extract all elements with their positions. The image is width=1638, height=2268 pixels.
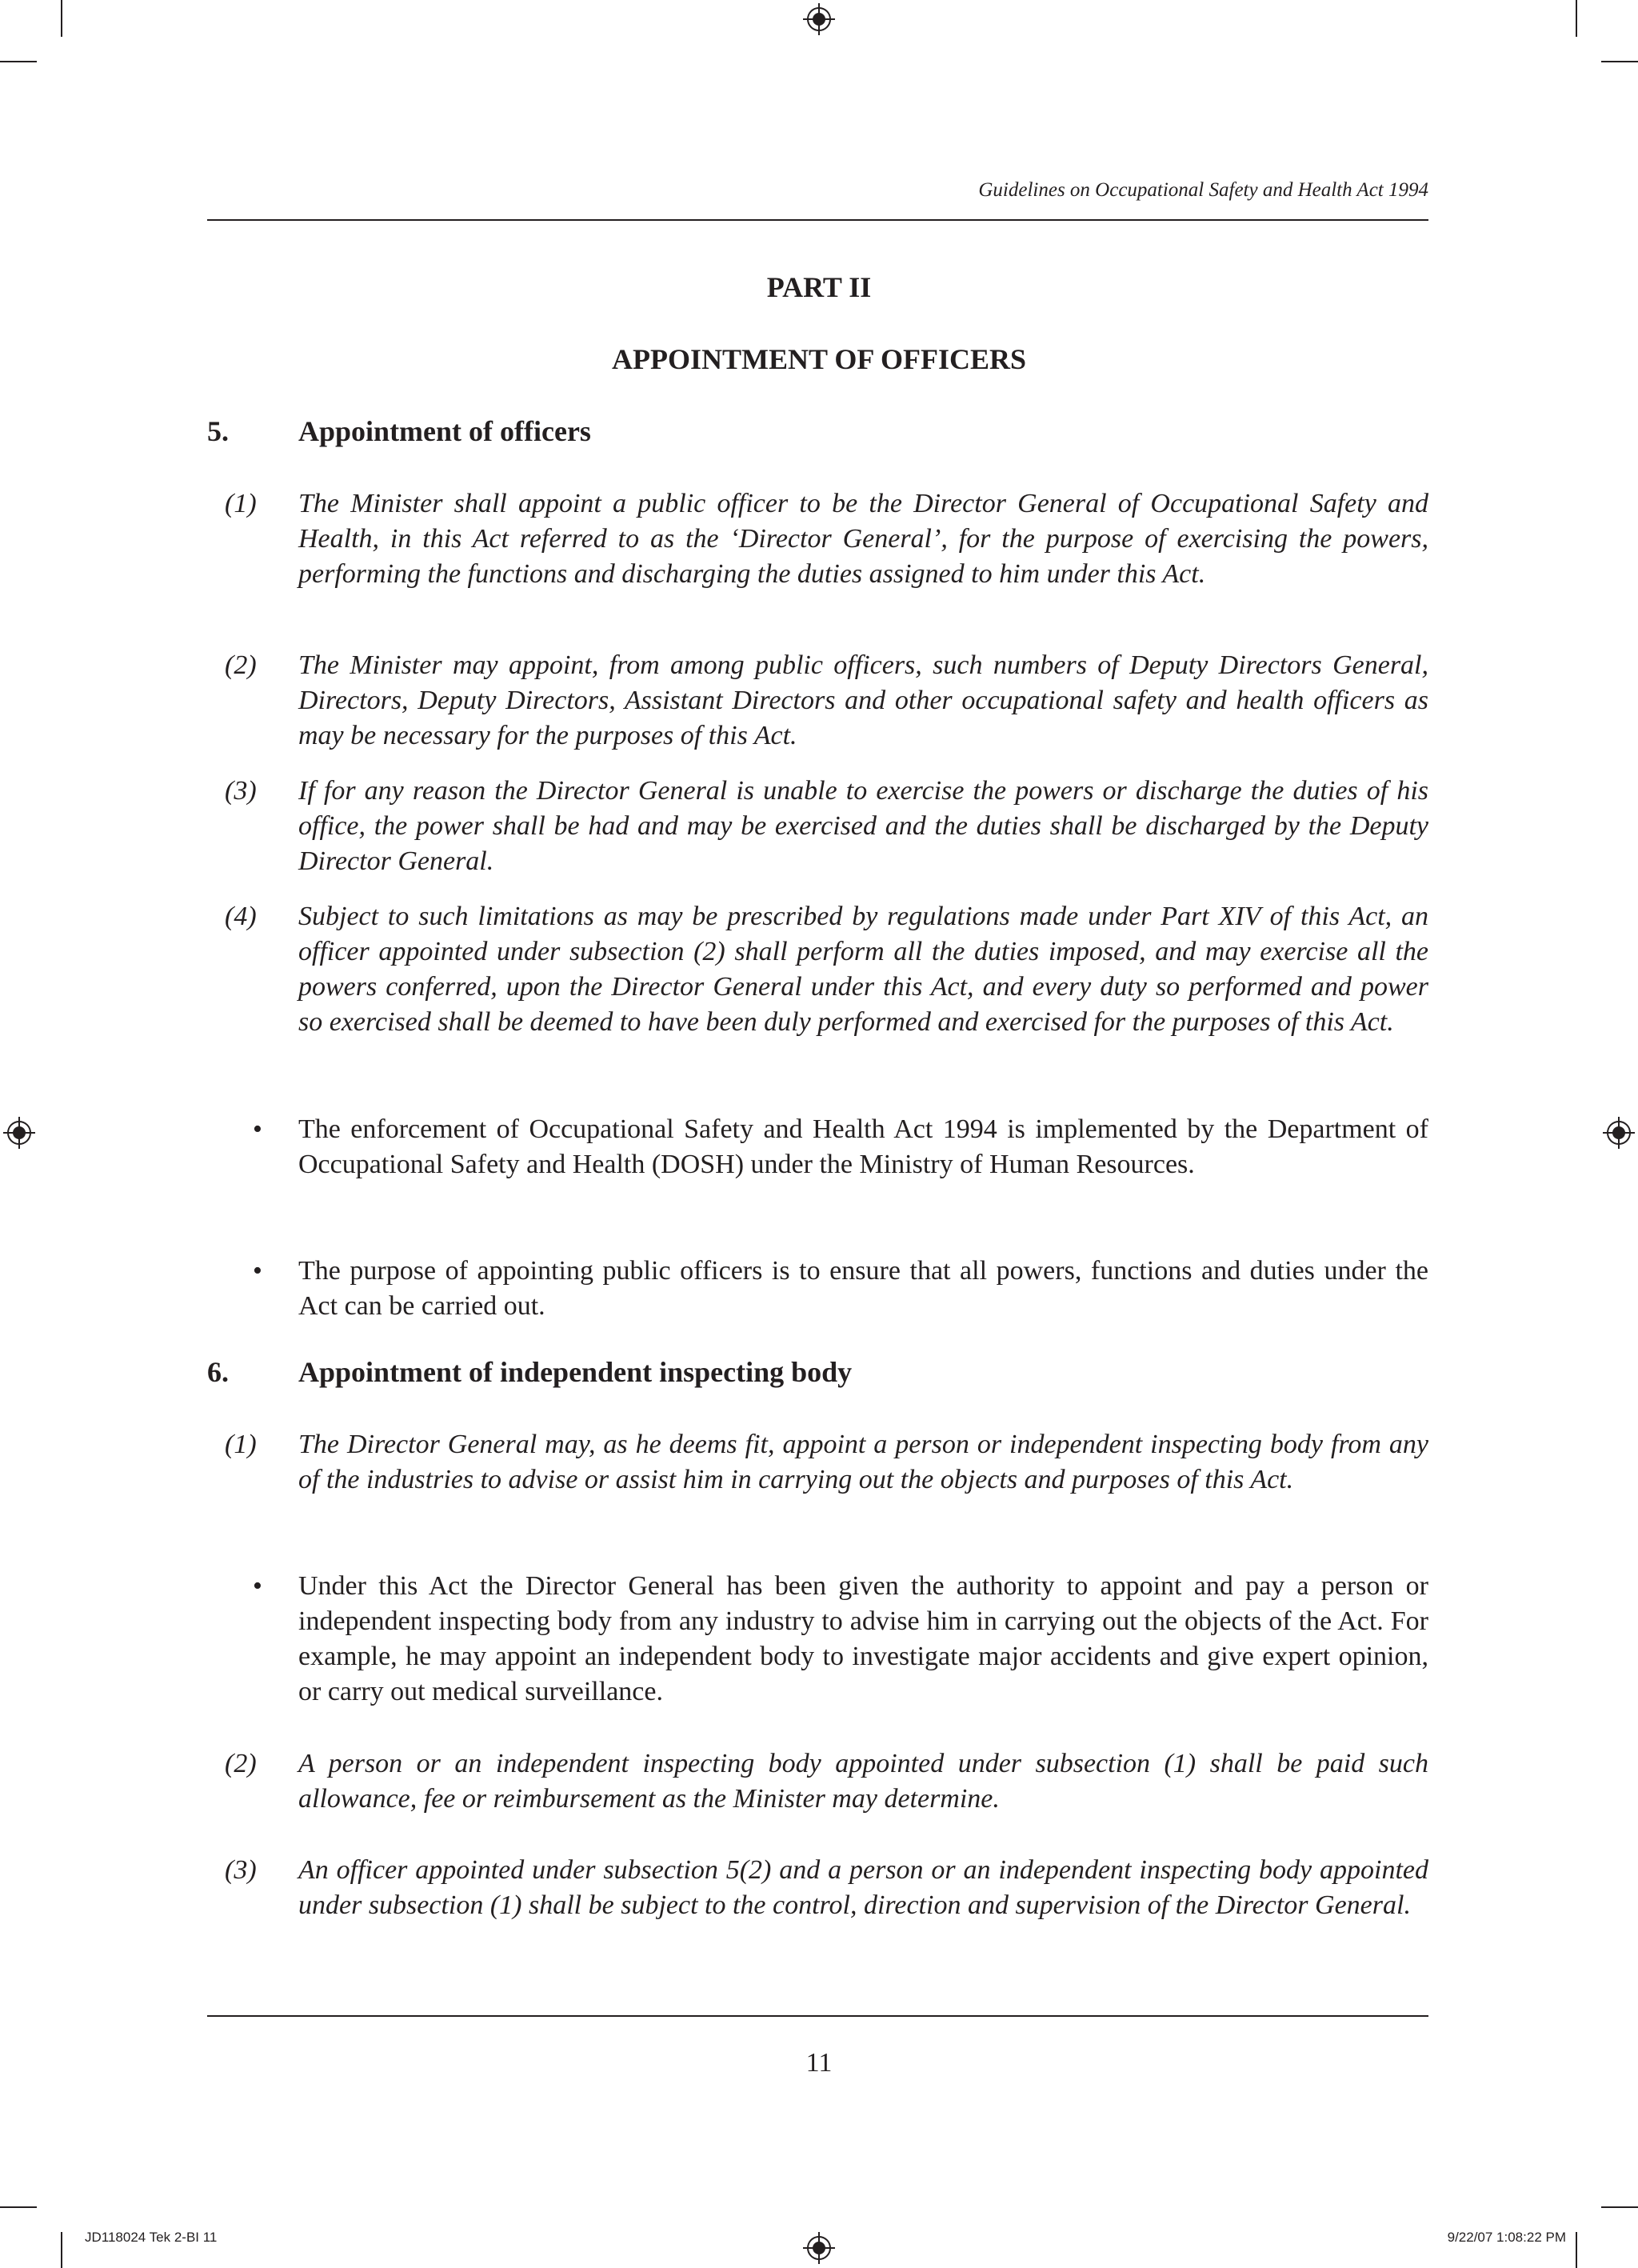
bullet-icon: • — [253, 1114, 262, 1144]
crop-mark — [0, 2206, 37, 2208]
clause-text: If for any reason the Director General is unable to exercise the powers or discharge the duties of his office, the power shall be had and may be exercised and the duties shall be discharged by the Deputy Director General. — [298, 776, 1428, 876]
bullet-item — [207, 1112, 1428, 1182]
print-slug-left: JD118024 Tek 2-BI 11 — [85, 2230, 218, 2245]
clause-text: A person or an independent inspecting body appointed under subsection (1) shall be paid such allowance, fee or reimbursement as the Minister may determine. — [298, 1749, 1428, 1814]
registration-mark-icon — [1603, 1117, 1635, 1149]
clause — [207, 899, 1428, 1040]
clause — [207, 486, 1428, 592]
part-title: PART II — [766, 271, 872, 303]
crop-mark — [1576, 0, 1577, 37]
clause-label: (3) — [225, 776, 257, 806]
part-subtitle: APPOINTMENT OF OFFICERS — [611, 343, 1027, 375]
bullet-text: The purpose of appointing public officers is to ensure that all powers, functions and duties under the Act can be carried out. — [298, 1256, 1428, 1321]
clause-label: (3) — [225, 1855, 257, 1885]
bullet-text: The enforcement of Occupational Safety and Health Act 1994 is implemented by the Department of Occupational Safety and Health (DOSH) under the Ministry of Human Resources. — [298, 1114, 1428, 1179]
bullet-item — [207, 1569, 1428, 1710]
clause-label: (4) — [225, 902, 257, 931]
clause — [207, 1746, 1428, 1817]
section-title: Appointment of independent inspecting body — [298, 1356, 853, 1388]
section-title: Appointment of officers — [298, 415, 591, 447]
section-number: 6. — [207, 1356, 229, 1388]
section-heading — [207, 1355, 852, 1389]
running-header: Guidelines on Occupational Safety and Health Act 1994 — [978, 179, 1428, 201]
crop-mark — [61, 0, 62, 37]
clause — [207, 774, 1428, 879]
registration-mark-icon — [803, 3, 835, 35]
crop-mark — [1576, 2232, 1577, 2268]
section-number: 5. — [207, 415, 229, 447]
clause-label: (2) — [225, 650, 257, 680]
clause-text: The Director General may, as he deems fit, appoint a person or independent inspecting body from any of the industries to advise or assist him in carrying out the objects and purposes of this Act. — [298, 1430, 1428, 1494]
crop-mark — [0, 61, 37, 62]
bullet-item — [207, 1254, 1428, 1324]
bullet-icon: • — [253, 1571, 262, 1601]
clause-text: The Minister may appoint, from among public officers, such numbers of Deputy Directors General, Directors, Deputy Directors, Assistant Directors and other occupational safety and health officers as may be necessary for the purposes of this Act. — [298, 650, 1428, 750]
registration-mark-icon — [803, 2232, 835, 2264]
clause-text: An officer appointed under subsection 5(2) and a person or an independent inspecting body appointed under subsection (1) shall be subject to the control, direction and supervision of the Director General. — [298, 1855, 1428, 1920]
clause-text: Subject to such limitations as may be prescribed by regulations made under Part XIV of this Act, an officer appointed under subsection (2) shall perform all the duties imposed, and may exercise all the powers conferred, upon the Director General under this Act, and every duty so performed and power so exercised shall be deemed to have been duly performed and exercised for the purposes of this Act. — [298, 902, 1428, 1037]
clause-label: (1) — [225, 489, 257, 518]
page-number: 11 — [805, 2048, 833, 2078]
registration-mark-icon — [3, 1117, 35, 1149]
header-rule — [207, 219, 1428, 221]
crop-mark — [61, 2232, 62, 2268]
clause-text: The Minister shall appoint a public officer to be the Director General of Occupational Safety and Health, in this Act referred to as the ‘Director General’, for the purpose of exercising the powers, performing the functions and discharging the duties assigned to him under this Act. — [298, 489, 1428, 589]
clause — [207, 1427, 1428, 1498]
bullet-text: Under this Act the Director General has been given the authority to appoint and pay a person or independent inspecting body from any industry to advise him in carrying out the objects of the Act. For example, he may appoint an independent body to investigate major accidents and give expert opinion, or carry out medical surveillance. — [298, 1571, 1428, 1706]
clause-label: (2) — [225, 1749, 257, 1778]
clause — [207, 648, 1428, 754]
clause-label: (1) — [225, 1430, 257, 1459]
crop-mark — [1601, 2206, 1638, 2208]
crop-mark — [1601, 61, 1638, 62]
clause — [207, 1853, 1428, 1923]
footer-rule — [207, 2015, 1428, 2017]
bullet-icon: • — [253, 1256, 262, 1286]
section-heading — [207, 414, 591, 448]
print-slug-right: 9/22/07 1:08:22 PM — [1447, 2230, 1566, 2245]
